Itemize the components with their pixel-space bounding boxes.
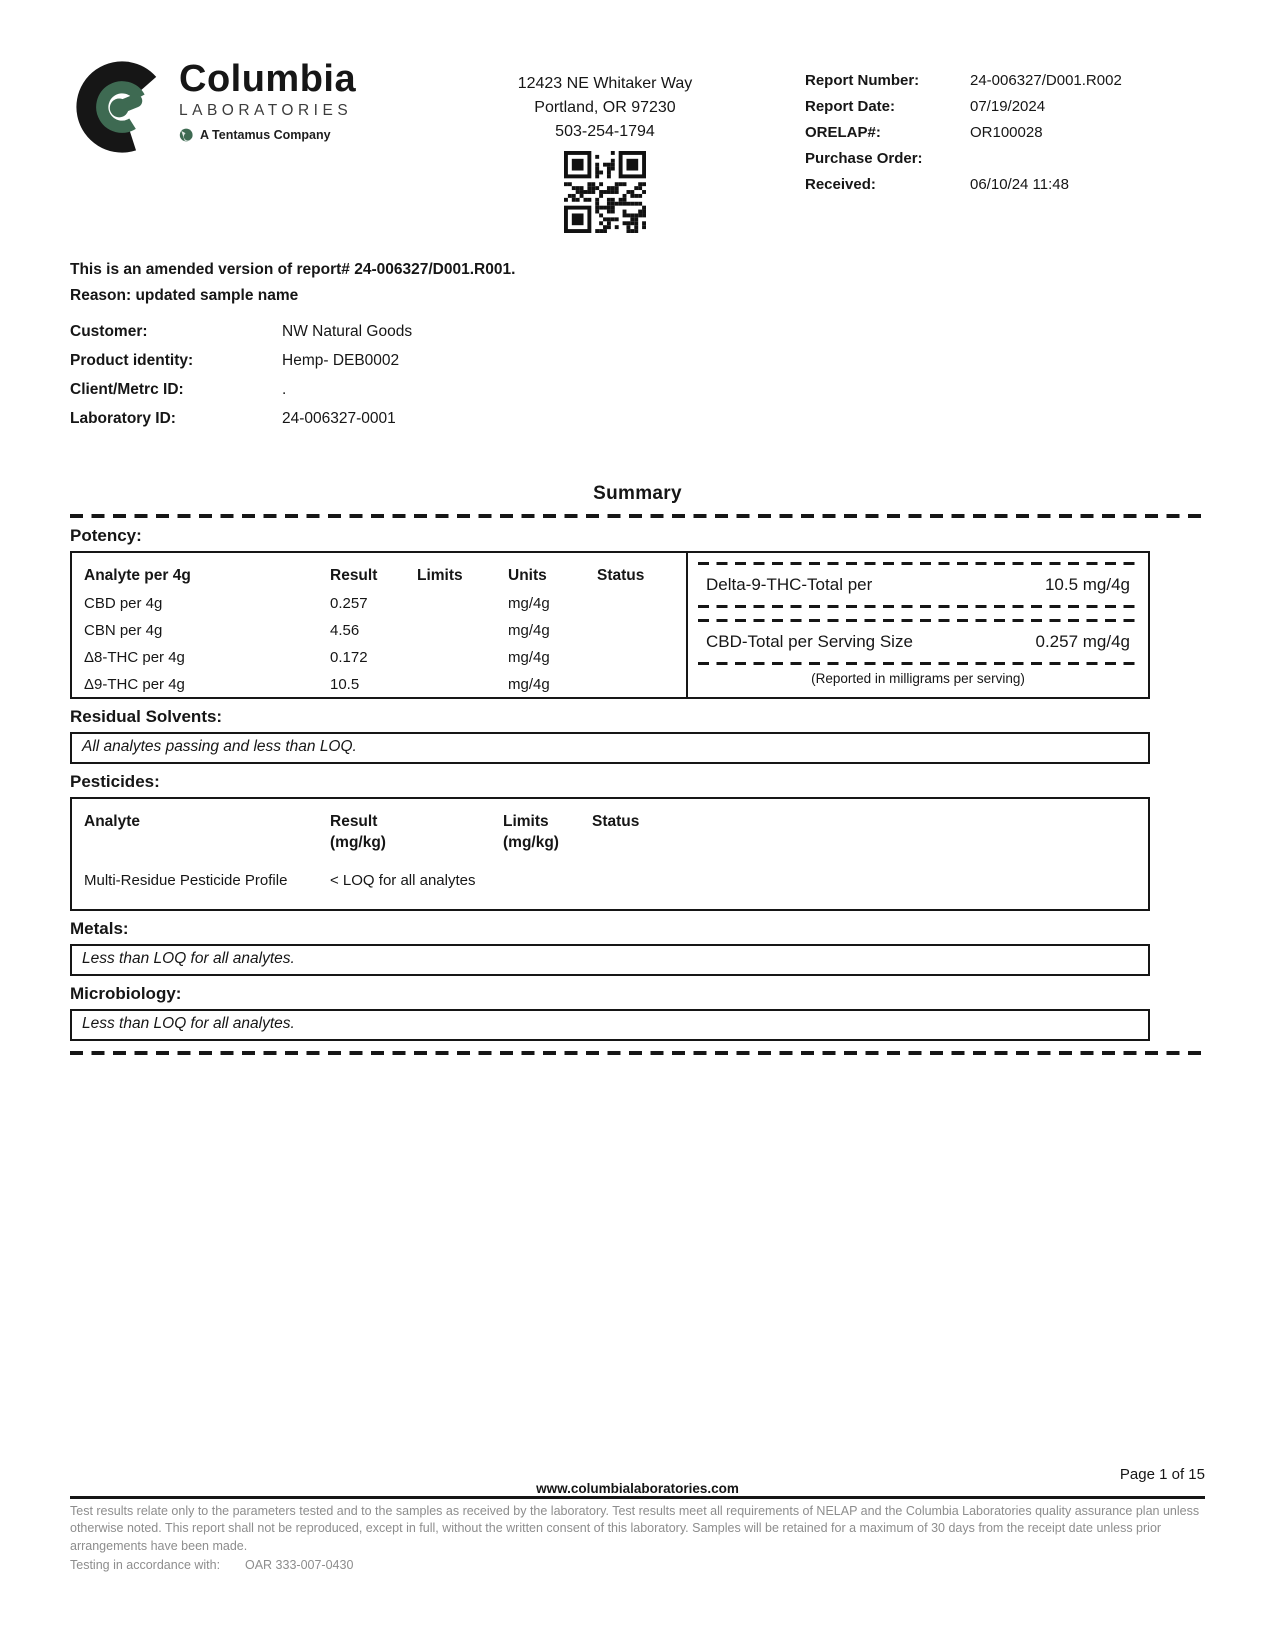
- amendment-note: [70, 257, 1205, 308]
- pesticides-col-limits: Limits: [503, 813, 549, 831]
- table-cell: [597, 676, 686, 693]
- footer-accordance: [70, 1558, 1205, 1572]
- metals-box: [70, 944, 1150, 976]
- table-cell: 10.5: [330, 676, 360, 694]
- website-link: www.columbialaboratories.com: [536, 1480, 739, 1496]
- pesticides-col-analyte-units: [84, 834, 330, 852]
- customer-value: NW Natural Goods: [282, 323, 413, 341]
- thc-total-value: 10.5 mg/4g: [1044, 575, 1130, 595]
- cbd-total-value: 0.257 mg/4g: [1035, 632, 1130, 652]
- table-cell: CBD per 4g: [84, 595, 163, 613]
- table-cell: < LOQ for all analytes: [330, 872, 476, 890]
- pesticides-col-result-units: (mg/kg): [330, 834, 386, 852]
- dashed-divider: [698, 662, 1138, 665]
- table-cell: Δ8-THC per 4g: [84, 649, 185, 667]
- product-identity-label: Product identity:: [70, 352, 194, 370]
- laboratory-id-value: 24-006327-0001: [282, 410, 396, 428]
- report-number-label: Report Number:: [805, 72, 920, 89]
- purchase-order-label: Purchase Order:: [805, 150, 923, 167]
- potency-col-result: Result: [330, 567, 378, 585]
- microbiology-heading: Microbiology:: [70, 984, 182, 1004]
- amendment-line-2: Reason: updated sample name: [70, 286, 299, 304]
- brand-block: [75, 60, 405, 241]
- accordance-label: Testing in accordance with:: [70, 1558, 221, 1572]
- sample-info-row: [70, 352, 1205, 370]
- report-info-row: [805, 150, 1205, 167]
- brand-tagline-text: A Tentamus Company: [200, 128, 331, 142]
- sample-info-row: [70, 323, 1205, 341]
- table-cell: Multi-Residue Pesticide Profile: [84, 872, 288, 890]
- thc-total-row: [698, 565, 1138, 605]
- table-cell: mg/4g: [508, 649, 550, 667]
- potency-heading: Potency:: [70, 526, 142, 546]
- totals-note: (Reported in milligrams per serving): [811, 671, 1025, 687]
- sample-info: [70, 323, 1205, 439]
- received-label: Received:: [805, 176, 876, 193]
- potency-col-limits: Limits: [417, 567, 463, 585]
- table-cell: [597, 649, 686, 666]
- pesticides-col-status: Status: [592, 813, 640, 831]
- report-info: [805, 72, 1205, 241]
- microbiology-box: [70, 1009, 1150, 1041]
- potency-totals-panel: [686, 553, 1148, 697]
- address-line-2: Portland, OR 97230: [534, 99, 676, 116]
- report-info-row: [805, 98, 1205, 115]
- table-cell: Δ9-THC per 4g: [84, 676, 185, 694]
- table-cell: [597, 595, 686, 612]
- orelap-label: ORELAP#:: [805, 124, 881, 141]
- brand-text: [179, 60, 356, 241]
- product-identity-value: Hemp- DEB0002: [282, 352, 400, 370]
- brand-name: Columbia: [179, 58, 357, 100]
- residual-solvents-note: All analytes passing and less than LOQ.: [82, 738, 357, 756]
- brand-subtitle: LABORATORIES: [179, 102, 353, 119]
- table-cell: [503, 872, 592, 889]
- table-cell: 0.257: [330, 595, 368, 613]
- lab-address: [470, 72, 740, 241]
- potency-box: [70, 551, 1150, 699]
- table-cell: [417, 676, 508, 693]
- residual-solvents-heading: Residual Solvents:: [70, 707, 223, 727]
- report-info-row: [805, 124, 1205, 141]
- pesticides-col-analyte: Analyte: [84, 813, 140, 831]
- qr-code: [470, 151, 740, 241]
- summary-divider-top: [70, 514, 1205, 518]
- metals-note: Less than LOQ for all analytes.: [82, 950, 295, 968]
- report-number-value: 24-006327/D001.R002: [970, 72, 1122, 89]
- table-cell: mg/4g: [508, 622, 550, 640]
- pesticides-col-limits-units: (mg/kg): [503, 834, 559, 852]
- table-cell: 0.172: [330, 649, 368, 667]
- brand-tagline: [179, 127, 356, 143]
- accordance-value: OAR 333-007-0430: [245, 1558, 354, 1572]
- client-metrc-id-label: Client/Metrc ID:: [70, 381, 184, 399]
- table-cell: [592, 872, 1148, 889]
- table-cell: 4.56: [330, 622, 360, 640]
- cbd-total-row: [698, 622, 1138, 662]
- amendment-line-1: This is an amended version of report# 24-006327/D001.R001.: [70, 261, 516, 278]
- columbia-logo-icon: [75, 60, 169, 154]
- table-cell: mg/4g: [508, 676, 550, 694]
- microbiology-note: Less than LOQ for all analytes.: [82, 1015, 295, 1033]
- report-date-label: Report Date:: [805, 98, 896, 115]
- footer-rule: [70, 1496, 1205, 1499]
- address-phone: 503-254-1794: [555, 123, 655, 140]
- page-number: Page 1 of 15: [1119, 1465, 1205, 1483]
- received-value: 06/10/24 11:48: [970, 176, 1069, 193]
- report-footer: [70, 1454, 1205, 1573]
- table-cell: [417, 595, 508, 612]
- report-info-row: [805, 72, 1205, 89]
- table-cell: [417, 649, 508, 666]
- report-info-row: [805, 176, 1205, 193]
- pesticides-box: [70, 797, 1150, 911]
- report-date-value: 07/19/2024: [970, 98, 1046, 115]
- summary-title: Summary: [593, 483, 682, 505]
- cbd-total-label: CBD-Total per Serving Size: [706, 632, 913, 652]
- orelap-value: OR100028: [970, 124, 1043, 141]
- table-cell: [597, 622, 686, 639]
- sample-info-row: [70, 381, 1205, 399]
- footer-disclaimer: Test results relate only to the parameters tested and to the samples as received by the laboratory. Test results meet all requirements of NELAP and the Columbia Laboratories quality assurance plan unless otherwise noted. This report shall not be reproduced, except in full, without the written consent of this laboratory. Samples will be retained for a maximum of 30 days from the receipt date unless prior arrangements have been made.: [70, 1503, 1200, 1553]
- laboratory-id-label: Laboratory ID:: [70, 410, 176, 428]
- potency-col-units: Units: [508, 567, 547, 585]
- table-cell: [417, 622, 508, 639]
- address-line-1: 12423 NE Whitaker Way: [517, 75, 693, 92]
- potency-col-analyte: Analyte per 4g: [84, 567, 191, 585]
- pesticides-col-status-units: [592, 834, 1148, 852]
- potency-table: [72, 553, 686, 697]
- tentamus-leaf-icon: [179, 127, 195, 143]
- pesticides-heading: Pesticides:: [70, 772, 160, 792]
- table-cell: mg/4g: [508, 595, 550, 613]
- metals-heading: Metals:: [70, 919, 129, 939]
- residual-solvents-box: [70, 732, 1150, 764]
- report-header: [75, 60, 1205, 241]
- thc-total-label: Delta-9-THC-Total per: [706, 575, 873, 595]
- pesticides-col-result: Result: [330, 813, 378, 831]
- sample-info-row: [70, 410, 1205, 428]
- customer-label: Customer:: [70, 323, 148, 341]
- potency-col-status: Status: [597, 567, 645, 585]
- client-metrc-id-value: .: [282, 381, 287, 399]
- table-cell: CBN per 4g: [84, 622, 163, 640]
